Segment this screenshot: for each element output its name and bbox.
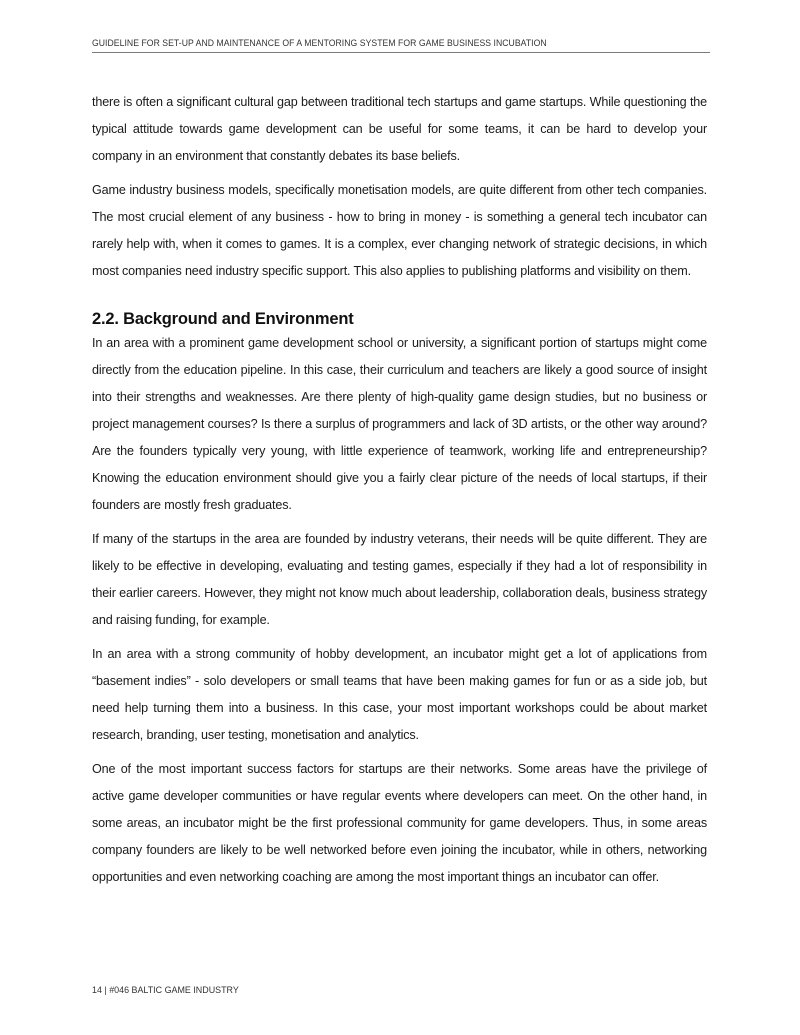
header-divider xyxy=(92,52,710,53)
paragraph: One of the most important success factors for startups are their networks. Some areas have the privilege of active game developer communities or have regular events where developers can meet. On the other hand, in some areas, an incubator might be the first professional community for game developers. Thus, in some areas company founders are likely to be well networked before even joining the incubator, while in others, networking opportunities and even networking coaching are among the most important things an incubator can offer. xyxy=(92,762,707,884)
page-footer: 14 | #046 BALTIC GAME INDUSTRY xyxy=(92,985,239,996)
paragraph: there is often a significant cultural gap between traditional tech startups and game startups. While questioning the typical attitude towards game development can be useful for some teams, it can be hard to develop your company in an environment that constantly debates its base beliefs. xyxy=(92,95,707,163)
running-header: GUIDELINE FOR SET-UP AND MAINTENANCE OF A MENTORING SYSTEM FOR GAME BUSINESS INCUBATION xyxy=(92,38,547,48)
paragraph: In an area with a prominent game development school or university, a significant portion of startups might come directly from the education pipeline. In this case, their curriculum and teachers are likely a good source of insight into their strengths and weaknesses. Are there plenty of high-quality game design studies, but no business or project management courses? Is there a surplus of programmers and lack of 3D artists, or the other way around? Are the founders typically very young, with little experience of teamwork, working life and entrepreneurship? Knowing the education environment should give you a fairly clear picture of the needs of local startups, if their founders are mostly fresh graduates. xyxy=(92,336,707,512)
paragraph: In an area with a strong community of hobby development, an incubator might get a lot of applications from “basement indies” - solo developers or small teams that have been making games for fun or as a side job, but need help turning them into a business. In this case, your most important workshops could be about market research, branding, user testing, monetisation and analytics. xyxy=(92,647,707,742)
section-heading: 2.2. Background and Environment xyxy=(92,310,354,328)
paragraph: If many of the startups in the area are founded by industry veterans, their needs will be quite different. They are likely to be effective in developing, evaluating and testing games, especially if they had a lot of responsibility in their earlier careers. However, they might not know much about leadership, collaboration deals, business strategy and raising funding, for example. xyxy=(92,532,707,627)
page-content xyxy=(92,89,707,898)
paragraph: Game industry business models, specifically monetisation models, are quite different from other tech companies. The most crucial element of any business - how to bring in money - is something a general tech incubator can rarely help with, when it comes to games. It is a complex, ever changing network of strategic decisions, in which most companies need industry specific support. This also applies to publishing platforms and visibility on them. xyxy=(92,183,707,278)
